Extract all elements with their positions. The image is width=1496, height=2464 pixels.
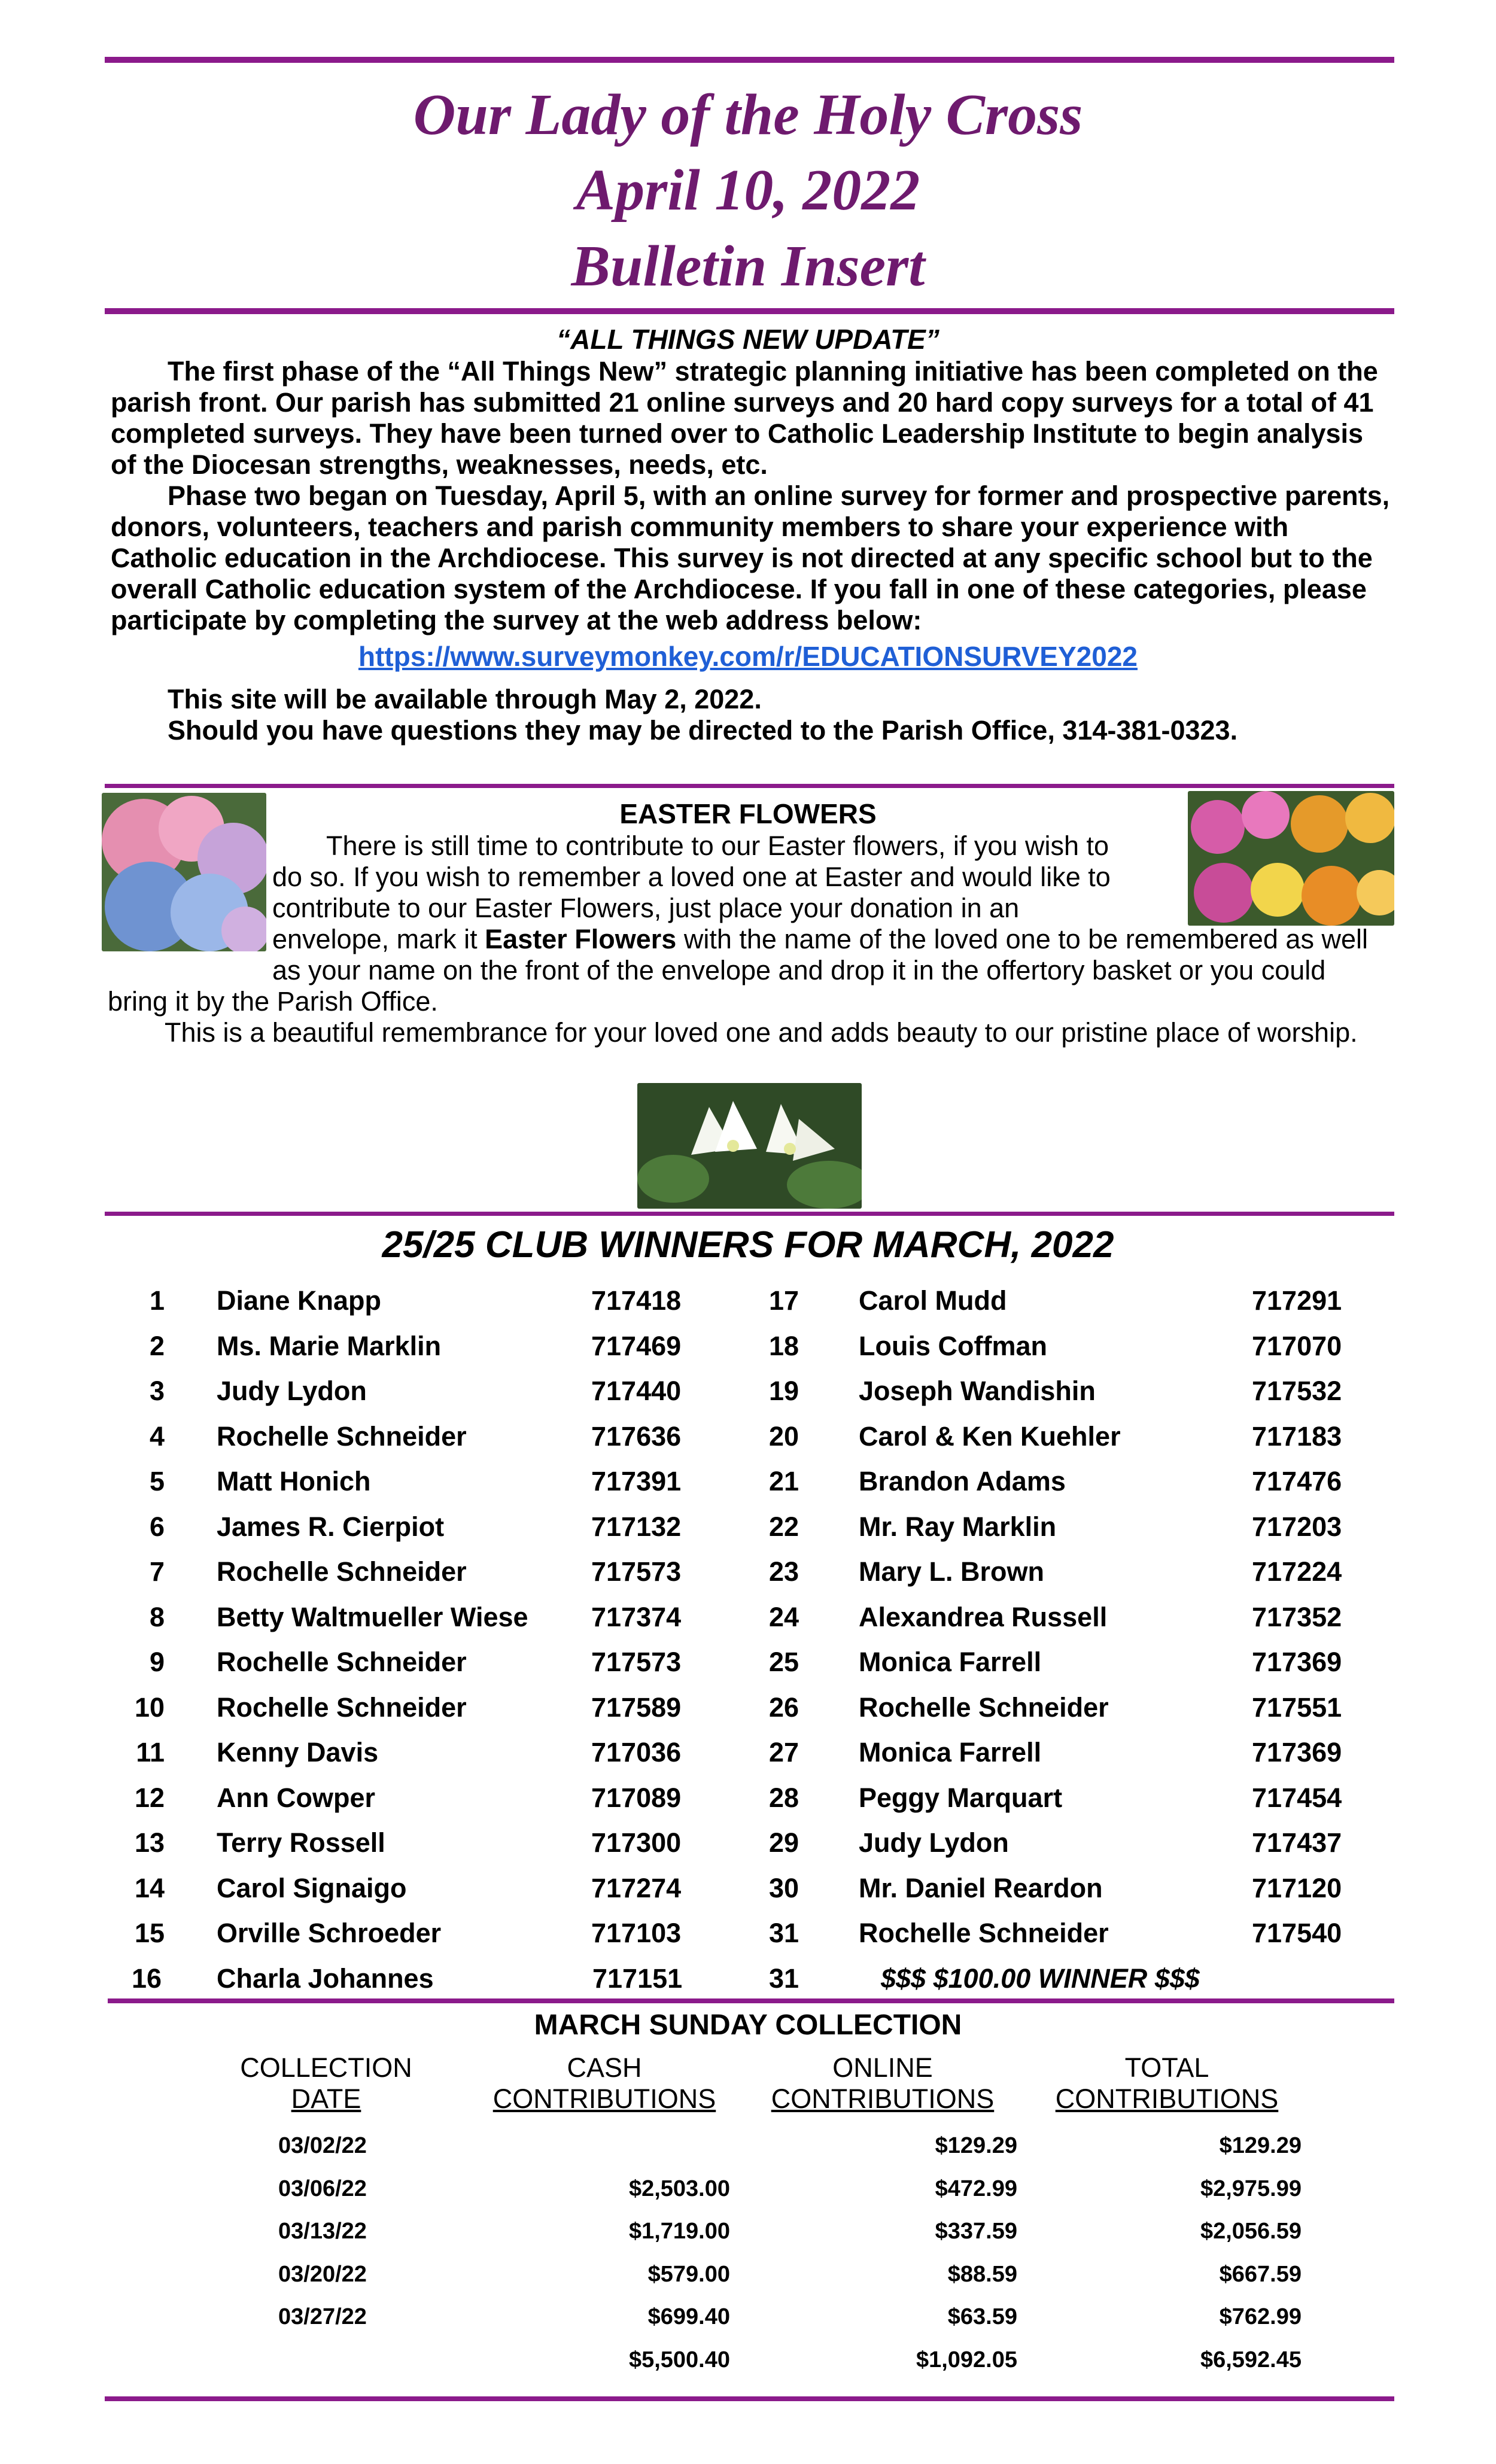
header-total-top: TOTAL xyxy=(1124,2052,1209,2083)
winner-name: Rochelle Schneider xyxy=(217,1692,467,1723)
club-row xyxy=(0,1511,1496,1556)
winner-name: Judy Lydon xyxy=(217,1376,367,1406)
header-date xyxy=(209,2052,443,2115)
winner-number: 14 xyxy=(134,1872,165,1903)
club-row xyxy=(0,1782,1496,1827)
winner-ticket: 717532 xyxy=(1252,1376,1342,1406)
club-row xyxy=(0,1647,1496,1692)
total-amount: $2,056.59 xyxy=(1200,2219,1302,2244)
easter-text-a: There is still time to contribute to our Easter flowers, if you wish to do so. If you wish to remember a loved one at Easter and would like to contribute to our Easter Flowers, just place your donation in an envelope, mark it xyxy=(272,831,1111,954)
winner-number: 16 xyxy=(131,1963,162,1994)
club-row xyxy=(0,1421,1496,1466)
winner-ticket: 717089 xyxy=(591,1782,682,1813)
winner-ticket: 717440 xyxy=(591,1376,682,1406)
club-row xyxy=(0,1602,1496,1647)
winner-number: 2 xyxy=(149,1330,165,1361)
winner-name: Diane Knapp xyxy=(217,1285,382,1316)
winner-ticket: 717374 xyxy=(591,1601,682,1632)
winner-number: 29 xyxy=(768,1827,799,1858)
winner-number: 11 xyxy=(136,1737,165,1768)
winner-number: 9 xyxy=(149,1647,165,1677)
cash-amount: $5,500.40 xyxy=(628,2347,730,2372)
winner-ticket: 717391 xyxy=(591,1466,682,1496)
winner-ticket: 717274 xyxy=(591,1872,682,1903)
atn-availability-note: This site will be available through May 2, 2022. xyxy=(168,684,762,714)
atn-questions-note: Should you have questions they may be directed to the Parish Office, 314-381-0323. xyxy=(168,715,1238,746)
collection-row xyxy=(0,2219,1496,2262)
atn-heading: “ALL THINGS NEW UPDATE” xyxy=(557,324,939,355)
header-total xyxy=(1041,2052,1293,2115)
winner-name: James R. Cierpiot xyxy=(217,1511,445,1542)
winner-name: Carol & Ken Kuehler xyxy=(859,1420,1121,1452)
winner-number: 5 xyxy=(149,1466,165,1496)
bulletin-date: April 10, 2022 xyxy=(576,158,920,223)
collection-row xyxy=(0,2176,1496,2219)
cash-amount: $1,719.00 xyxy=(628,2219,730,2244)
winner-name: Betty Waltmueller Wiese xyxy=(217,1601,528,1632)
winner-name: Matt Honich xyxy=(217,1466,371,1496)
winner-ticket: 717589 xyxy=(591,1692,682,1723)
winner-name: Charla Johannes xyxy=(217,1963,434,1994)
winner-ticket: 717369 xyxy=(1252,1737,1342,1768)
winner-ticket: 717300 xyxy=(591,1827,682,1858)
header-bottom-rule xyxy=(105,308,1394,314)
winner-ticket: 717454 xyxy=(1252,1782,1342,1813)
winner-name: Monica Farrell xyxy=(859,1647,1042,1677)
winner-name: Peggy Marquart xyxy=(859,1782,1063,1813)
total-amount: $667.59 xyxy=(1219,2261,1302,2287)
winner-ticket: 717636 xyxy=(591,1420,682,1452)
atn-paragraph-2: Phase two began on Tuesday, April 5, with an online survey for former and prospective parents, donors, volunteers, teachers and parish community members to share your experience with Catholic education in the Archdiocese. This survey is not directed at any specific school but to the overall Catholic education system of the Archdiocese. If you fall in one of these categories, please participate by completing the survey at the web address below: xyxy=(111,480,1390,635)
winner-name: Brandon Adams xyxy=(859,1466,1066,1496)
winner-number: 19 xyxy=(768,1376,799,1406)
winner-number: 21 xyxy=(768,1466,799,1496)
top-rule xyxy=(105,57,1394,63)
winner-ticket: 717437 xyxy=(1252,1827,1342,1858)
winner-number: 28 xyxy=(768,1782,799,1813)
easter-text-b: with the name of the loved one to be remembered as well as your name on the front of the envelope and drop it in the offertory basket or you could bring it by the Parish Office. xyxy=(108,924,1368,1017)
winner-name: Mr. Ray Marklin xyxy=(859,1511,1057,1542)
atn-paragraph-1: The first phase of the “All Things New” strategic planning initiative has been completed on the parish front. Our parish has submitted 21 online surveys and 20 hard copy surveys for a total of 41 completed surveys. They have been turned over to Catholic Leadership Institute to begin analysis of the Diocesan strengths, weaknesses, needs, etc. xyxy=(111,356,1378,480)
winner-number: 18 xyxy=(768,1330,799,1361)
club-row xyxy=(0,1331,1496,1376)
club-row xyxy=(0,1873,1496,1918)
header-cash-top: CASH xyxy=(567,2052,642,2083)
winner-number: 10 xyxy=(134,1692,165,1723)
winner-ticket: 717352 xyxy=(1252,1601,1342,1632)
online-amount: $129.29 xyxy=(935,2133,1017,2158)
club-top-rule xyxy=(105,1212,1394,1216)
winner-ticket: 717418 xyxy=(591,1285,682,1316)
lily-image xyxy=(637,1083,862,1209)
winner-name: Carol Mudd xyxy=(859,1285,1007,1316)
header-online xyxy=(757,2052,1008,2115)
winner-number: 25 xyxy=(768,1647,799,1677)
club-row xyxy=(0,1737,1496,1782)
winner-name: Rochelle Schneider xyxy=(217,1647,467,1677)
winner-number: 6 xyxy=(149,1511,165,1542)
total-amount: $6,592.45 xyxy=(1200,2347,1302,2372)
club-row xyxy=(0,1376,1496,1420)
club-row xyxy=(0,1285,1496,1330)
club-row xyxy=(0,1827,1496,1872)
collection-row xyxy=(0,2133,1496,2176)
winner-name: Joseph Wandishin xyxy=(859,1376,1096,1406)
cash-amount: $579.00 xyxy=(647,2261,730,2287)
winner-name: Rochelle Schneider xyxy=(217,1420,467,1452)
collection-date: 03/20/22 xyxy=(278,2261,367,2287)
winner-name: Mr. Daniel Reardon xyxy=(859,1872,1103,1903)
winner-name: Rochelle Schneider xyxy=(217,1556,467,1587)
cash-amount: $699.40 xyxy=(647,2304,730,2329)
winner-ticket: 717291 xyxy=(1252,1285,1342,1316)
winner-ticket: 717573 xyxy=(591,1556,682,1587)
survey-link[interactable]: https://www.surveymonkey.com/r/EDUCATIONSURVEY2022 xyxy=(358,641,1138,672)
bulletin-subtitle: Bulletin Insert xyxy=(571,234,925,299)
club-row xyxy=(0,1466,1496,1511)
winner-name: Terry Rossell xyxy=(217,1827,385,1858)
winner-name: Rochelle Schneider xyxy=(859,1692,1109,1723)
winner-number: 27 xyxy=(768,1737,799,1768)
total-amount: $129.29 xyxy=(1219,2133,1302,2158)
online-amount: $88.59 xyxy=(947,2261,1017,2287)
winner-number: 12 xyxy=(134,1782,165,1813)
winner-name: $$$ $100.00 WINNER $$$ xyxy=(881,1963,1200,1994)
header-cash-bottom: CONTRIBUTIONS xyxy=(492,2083,716,2114)
collection-date: 03/06/22 xyxy=(278,2176,367,2201)
header-cash xyxy=(479,2052,730,2115)
winner-ticket: 717551 xyxy=(1252,1692,1342,1723)
winner-number: 8 xyxy=(149,1601,165,1632)
winner-name: Judy Lydon xyxy=(859,1827,1009,1858)
winner-name: Louis Coffman xyxy=(859,1330,1047,1361)
winner-ticket: 717369 xyxy=(1252,1647,1342,1677)
winner-ticket: 717103 xyxy=(591,1918,682,1948)
total-amount: $2,975.99 xyxy=(1200,2176,1302,2201)
winner-name: Ann Cowper xyxy=(217,1782,375,1813)
winner-ticket: 717224 xyxy=(1252,1556,1342,1587)
winner-ticket: 717183 xyxy=(1252,1420,1342,1452)
winner-number: 17 xyxy=(768,1285,799,1316)
winner-number: 22 xyxy=(768,1511,799,1542)
cash-amount: $2,503.00 xyxy=(628,2176,730,2201)
header-total-bottom: CONTRIBUTIONS xyxy=(1055,2083,1279,2114)
club-row xyxy=(0,1918,1496,1963)
winner-ticket: 717476 xyxy=(1252,1466,1342,1496)
winner-ticket: 717070 xyxy=(1252,1330,1342,1361)
easter-paragraph-1 xyxy=(108,831,1370,1017)
winner-number: 15 xyxy=(134,1918,165,1948)
collection-date: 03/27/22 xyxy=(278,2304,367,2329)
winner-number: 7 xyxy=(149,1556,165,1587)
easter-paragraph-2: This is a beautiful remembrance for your loved one and adds beauty to our pristine place of worship. xyxy=(165,1017,1358,1048)
easter-heading: EASTER FLOWERS xyxy=(619,798,877,829)
winner-name: Ms. Marie Marklin xyxy=(217,1330,442,1361)
winner-name: Orville Schroeder xyxy=(217,1918,442,1948)
winner-number: 1 xyxy=(149,1285,165,1316)
club-row xyxy=(0,1556,1496,1601)
bottom-rule xyxy=(105,2396,1394,2401)
header-online-top: ONLINE xyxy=(832,2052,933,2083)
header-online-bottom: CONTRIBUTIONS xyxy=(771,2083,995,2114)
collection-totals-row xyxy=(0,2347,1496,2390)
winner-number: 4 xyxy=(149,1420,165,1452)
winner-ticket: 717036 xyxy=(591,1737,682,1768)
online-amount: $472.99 xyxy=(935,2176,1017,2201)
winner-ticket: 717120 xyxy=(1252,1872,1342,1903)
easter-top-rule xyxy=(105,784,1394,788)
winner-name: Alexandrea Russell xyxy=(859,1601,1108,1632)
winner-ticket: 717573 xyxy=(591,1647,682,1677)
winner-name: Kenny Davis xyxy=(217,1737,379,1768)
winner-ticket: 717469 xyxy=(591,1330,682,1361)
collection-row xyxy=(0,2262,1496,2305)
winner-name: Rochelle Schneider xyxy=(859,1918,1109,1948)
winner-number: 31 xyxy=(768,1963,799,1994)
winner-number: 3 xyxy=(149,1376,165,1406)
winner-number: 23 xyxy=(768,1556,799,1587)
winner-number: 31 xyxy=(768,1918,799,1948)
winner-name: Mary L. Brown xyxy=(859,1556,1045,1587)
winner-name: Monica Farrell xyxy=(859,1737,1042,1768)
collection-row xyxy=(0,2304,1496,2347)
winner-number: 26 xyxy=(768,1692,799,1723)
winner-ticket: 717132 xyxy=(591,1511,682,1542)
collection-top-rule xyxy=(108,1998,1394,2003)
header-date-top: COLLECTION xyxy=(240,2052,412,2083)
winner-number: 13 xyxy=(134,1827,165,1858)
parish-title: Our Lady of the Holy Cross xyxy=(413,83,1083,147)
collection-date: 03/13/22 xyxy=(278,2219,367,2244)
online-amount: $337.59 xyxy=(935,2219,1017,2244)
winner-name: Carol Signaigo xyxy=(217,1872,407,1903)
winner-number: 30 xyxy=(768,1872,799,1903)
total-amount: $762.99 xyxy=(1219,2304,1302,2329)
collection-heading: MARCH SUNDAY COLLECTION xyxy=(534,2009,962,2041)
winner-ticket: 717151 xyxy=(592,1963,683,1994)
header-date-bottom: DATE xyxy=(291,2083,361,2114)
collection-date: 03/02/22 xyxy=(278,2133,367,2158)
club-row xyxy=(0,1692,1496,1737)
online-amount: $1,092.05 xyxy=(916,2347,1017,2372)
winner-ticket: 717540 xyxy=(1252,1918,1342,1948)
online-amount: $63.59 xyxy=(947,2304,1017,2329)
easter-text-bold: Easter Flowers xyxy=(485,924,677,954)
winner-ticket: 717203 xyxy=(1252,1511,1342,1542)
winner-number: 24 xyxy=(768,1601,799,1632)
club-heading: 25/25 CLUB WINNERS FOR MARCH, 2022 xyxy=(382,1224,1114,1266)
winner-number: 20 xyxy=(768,1420,799,1452)
